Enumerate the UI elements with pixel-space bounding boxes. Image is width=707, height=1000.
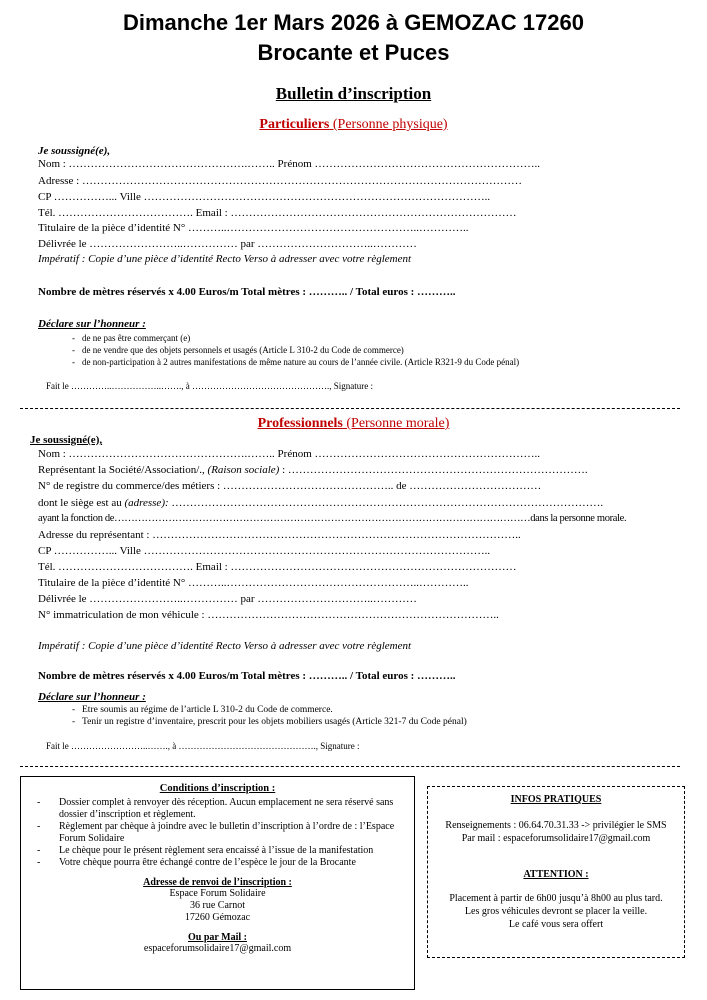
adresse-renvoi-title: Adresse de renvoi de l’inscription :	[143, 877, 292, 888]
siege-adresse-label: (adresse):	[124, 497, 169, 509]
adresse-line: 17260 Gémozac	[184, 912, 251, 923]
conditions-item: - Le chèque pour le présent règlement sera encaissé à l’issue de la manifestation	[21, 845, 400, 857]
raison-sociale-label: (Raison sociale)	[207, 464, 280, 476]
particuliers-metres-field[interactable]: Nombre de mètres réservés x 4.00 Euros/m Total mètres : ……….. / Total euros : ………..	[38, 286, 456, 298]
professionnels-honneur-list	[72, 704, 467, 728]
professionnels-nom-field[interactable]: Nom : ………………………………………….…….. Prénom ……………………………………………………..	[38, 448, 541, 460]
infos-mail-link[interactable]: Par mail : espaceforumsolidaire17@gmail.com	[461, 833, 651, 844]
particuliers-heading-main: Particuliers	[259, 117, 330, 132]
particuliers-heading	[0, 117, 707, 133]
siege-label: dont le siège est au	[38, 497, 125, 509]
professionnels-soussigne: Je soussigné(e),	[30, 434, 103, 446]
particuliers-fait-le-field[interactable]: Fait le …………..……………..……., à ………………………………………., Signature :	[46, 381, 373, 391]
particuliers-honneur-item: - de ne pas être commerçant (e)	[72, 332, 519, 344]
professionnels-tel-email-field[interactable]: Tél. ………………………………. Email : ……………………………………………………………………	[38, 561, 517, 573]
infos-title: INFOS PRATIQUES	[510, 794, 602, 805]
particuliers-imperatif: Impératif : Copie d’une pièce d’identité Recto Verso à adresser avec votre règlement	[38, 253, 412, 265]
particuliers-tel-email-field[interactable]: Tél. ………………………………. Email : ……………………………………………………………………	[38, 207, 517, 219]
attention-title: ATTENTION :	[523, 869, 589, 880]
professionnels-honneur-item: - Tenir un registre d’inventaire, prescrit pour les objets mobiliers usagés (Article 321-7 du Code pénal)	[72, 716, 467, 728]
representant-dots: : ……………………………………………………………………….	[279, 464, 588, 476]
professionnels-heading	[0, 416, 707, 432]
particuliers-heading-sub: (Personne physique)	[329, 117, 448, 132]
professionnels-heading-sub: (Personne morale)	[342, 416, 450, 431]
professionnels-cp-ville-field[interactable]: CP ……………... Ville …………………………………………………………………………………..	[38, 545, 491, 557]
infos-pratiques-box	[427, 786, 685, 958]
mail-address-link[interactable]: espaceforumsolidaire17@gmail.com	[143, 943, 292, 954]
particuliers-piece-field[interactable]: Titulaire de la pièce d’identité N° ………..……………………………………………..…………..	[38, 222, 469, 234]
event-subtitle: Brocante et Puces	[257, 40, 450, 65]
professionnels-adresse-rep-field[interactable]: Adresse du représentant : ………………………………………………………………………………………..	[38, 529, 521, 541]
particuliers-honneur-item: - de ne vendre que des objets personnels et usagés (Article L 310-2 du Code de commerce)	[72, 344, 519, 356]
particuliers-soussigne: Je soussigné(e),	[38, 145, 111, 157]
particuliers-cp-ville-field[interactable]: CP ……………... Ville …………………………………………………………………………………..	[38, 191, 491, 203]
professionnels-metres-field[interactable]: Nombre de mètres réservés x 4.00 Euros/m Total mètres : ……….. / Total euros : ………..	[38, 670, 456, 682]
section-divider	[20, 408, 680, 409]
adresse-line: Espace Forum Solidaire	[169, 888, 266, 899]
professionnels-imperatif: Impératif : Copie d’une pièce d’identité Recto Verso à adresser avec votre règlement	[38, 640, 412, 652]
professionnels-siege-field[interactable]	[38, 497, 603, 509]
particuliers-honneur-list	[72, 332, 519, 368]
particuliers-nom-field[interactable]: Nom : ………………………………………….…….. Prénom ……………………………………………………..	[38, 158, 541, 170]
professionnels-fonction-field[interactable]: ayant la fonction de……………………………………………………………………………………………………………dans la personne morale.	[38, 513, 627, 524]
professionnels-heading-main: Professionnels	[257, 416, 343, 431]
particuliers-adresse-field[interactable]: Adresse : …………………………………………………………………………………………………………	[38, 175, 522, 187]
conditions-item: - Règlement par chèque à joindre avec le bulletin d’inscription à l’ordre de : l’Espace Forum Solidaire	[21, 821, 400, 845]
bulletin-heading: Bulletin d’inscription	[275, 84, 432, 103]
professionnels-representant-field[interactable]	[38, 464, 588, 476]
professionnels-delivree-field[interactable]: Délivrée le ……………………..…………… par …………………………..…………	[38, 593, 417, 605]
conditions-box	[20, 776, 415, 990]
attention-line: Les gros véhicules devront se placer la veille.	[464, 906, 648, 917]
particuliers-honneur-item: - de non-participation à 2 autres manifestations de même nature au cours de l’année civile. (Article R321-9 du Code pénal)	[72, 356, 519, 368]
event-title: Dimanche 1er Mars 2026 à GEMOZAC 17260	[122, 10, 584, 35]
mail-title: Ou par Mail :	[188, 932, 247, 943]
conditions-list	[21, 797, 414, 869]
particuliers-declare: Déclare sur l’honneur :	[38, 318, 146, 330]
conditions-item: - Dossier complet à renvoyer dès réception. Aucun emplacement ne sera réservé sans dossier d’inscription et règlement.	[21, 797, 400, 821]
adresse-line: 36 rue Carnot	[190, 900, 245, 911]
professionnels-piece-field[interactable]: Titulaire de la pièce d’identité N° ………..……………………………………………..…………..	[38, 577, 469, 589]
representant-label: Représentant la Société/Association/.,	[38, 464, 208, 476]
siege-dots: ……………………………………………………………………………………………………….	[168, 497, 604, 509]
professionnels-registre-field[interactable]: N° de registre du commerce/des métiers : ……………………………………….. de ………………………………	[38, 480, 542, 492]
professionnels-honneur-item: - Etre soumis au régime de l’article L 310-2 du Code de commerce.	[72, 704, 467, 716]
renseignements-text: Renseignements : 06.64.70.31.33 -> privilégier le SMS	[445, 820, 667, 831]
professionnels-immatriculation-field[interactable]: N° immatriculation de mon véhicule : ……………………………………………………………………..	[38, 609, 499, 621]
particuliers-delivree-field[interactable]: Délivrée le ……………………..…………… par …………………………..…………	[38, 238, 417, 250]
professionnels-declare: Déclare sur l’honneur :	[38, 691, 146, 703]
conditions-title: Conditions d’inscription :	[159, 783, 276, 794]
section-divider	[20, 766, 680, 767]
attention-line: Placement à partir de 6h00 jusqu’à 8h00 au plus tard.	[449, 893, 663, 904]
attention-line: Le café vous sera offert	[508, 919, 604, 930]
conditions-item: - Votre chèque pourra être échangé contre de l’espèce le jour de la Brocante	[21, 857, 400, 869]
professionnels-fait-le-field[interactable]: Fait le ……………………..……., à ………………………………………., Signature :	[46, 741, 360, 751]
